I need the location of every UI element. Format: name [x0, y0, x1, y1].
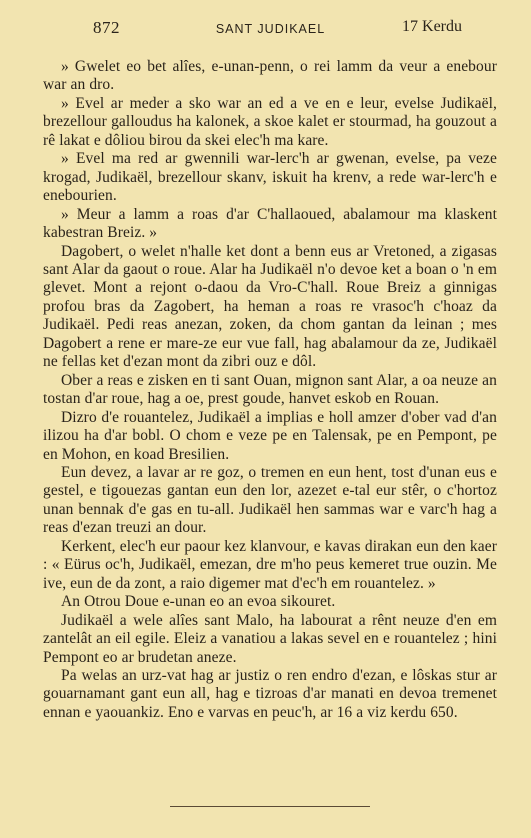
- paragraph: Kerkent, elec'h eur paour kez klanvour, e kavas dirakan eun den kaer : « Eürus oc'h, Judikaël, emezan, dre m'ho peus kemeret true ouzin. Me ive, eun de da zont, a raio digemer mat d'ec'h em rouantelez. »: [43, 537, 497, 592]
- paragraph: Eun devez, a lavar ar re goz, o tremen en eun hent, tost d'unan eus e gestel, e tigouezas gantan eun den lor, azezet e-tal eur stêr, o c'hortoz unan bennak d'e gas en tu-all. Judikaël hen sammas war e varc'h hag a reas d'ezan treuzi an dour.: [43, 463, 497, 537]
- paragraph: Dagobert, o welet n'halle ket dont a benn eus ar Vretoned, a zigasas sant Alar da gaout o roue. Alar ha Judikaël n'o devoe ket a boan o 'n em glevet. Mont a rejont o-daou da Vro-C'hall. Roue Breiz a ginnigas profou bras da Zagobert, ha heman a roas re vrasoc'h c'hoaz da Judikaël. Pedi reas anezan, zoken, da chom gantan da leinan ; mes Dagobert a rene er mare-ze eur vue fall, hag abalamour da ze, Judikaël ne fellas ket d'ezan mont da zibri ouz e dôl.: [43, 242, 497, 371]
- page-body: [43, 58, 497, 722]
- page-number: 872: [93, 18, 120, 37]
- paragraph: » Evel ma red ar gwennili war-lerc'h ar gwenan, evelse, pa veze krogad, Judikaël, brezellour skanv, iskuit ha krenv, a rede war-lerc'h e enebourien.: [43, 150, 497, 205]
- paragraph: » Evel ar meder a sko war an ed a ve en e leur, evelse Judikaël, brezellour galloudus ha kalonek, a skoe kalet er stourmad, ha gouzout a rê lakat e dôliou birou da skei elec'h ma kare.: [43, 94, 497, 149]
- paragraph: » Gwelet eo bet alîes, e-unan-penn, o rei lamm da veur a enebour war an dro.: [43, 58, 497, 94]
- paragraph: Judikaël a wele alîes sant Malo, ha labourat a rênt neuze d'en em zantelât an eil egile. Eleiz a vanatiou a lakas sevel en e rouantelez ; hini Pempont eo ar brudetan aneze.: [43, 611, 497, 666]
- paragraph: Ober a reas e zisken en ti sant Ouan, mignon sant Alar, a oa neuze an tostan d'ar roue, hag a oe, prest goude, hanvet eskob en Rouan.: [43, 371, 497, 408]
- end-rule: [170, 806, 370, 807]
- paragraph: An Otrou Doue e-unan eo an evoa sikouret.: [61, 593, 336, 611]
- paragraph: Dizro d'e rouantelez, Judikaël a implias e holl amzer d'ober vad d'an ilizou ha d'ar bobl. O chom e veze pe en Talensak, pe en Pempont, pe en Mohon, en koad Bresilien.: [43, 408, 497, 463]
- feast-date: 17 Kerdu: [402, 18, 462, 35]
- paragraph: Pa welas an urz-vat hag ar justiz o ren endro d'ezan, e lôskas stur ar gouarnamant gant eun all, hag e tizroas d'ar manati en devoa tremenet ennan e yaouankiz. Eno e varvas en peuc'h, ar 16 a viz kerdu 650.: [43, 666, 497, 721]
- running-title: SANT JUDIKAEL: [215, 22, 326, 36]
- running-header: [43, 0, 498, 36]
- paragraph: » Meur a lamm a roas d'ar C'hallaoued, abalamour ma klaskent kabestran Breiz. »: [43, 205, 497, 242]
